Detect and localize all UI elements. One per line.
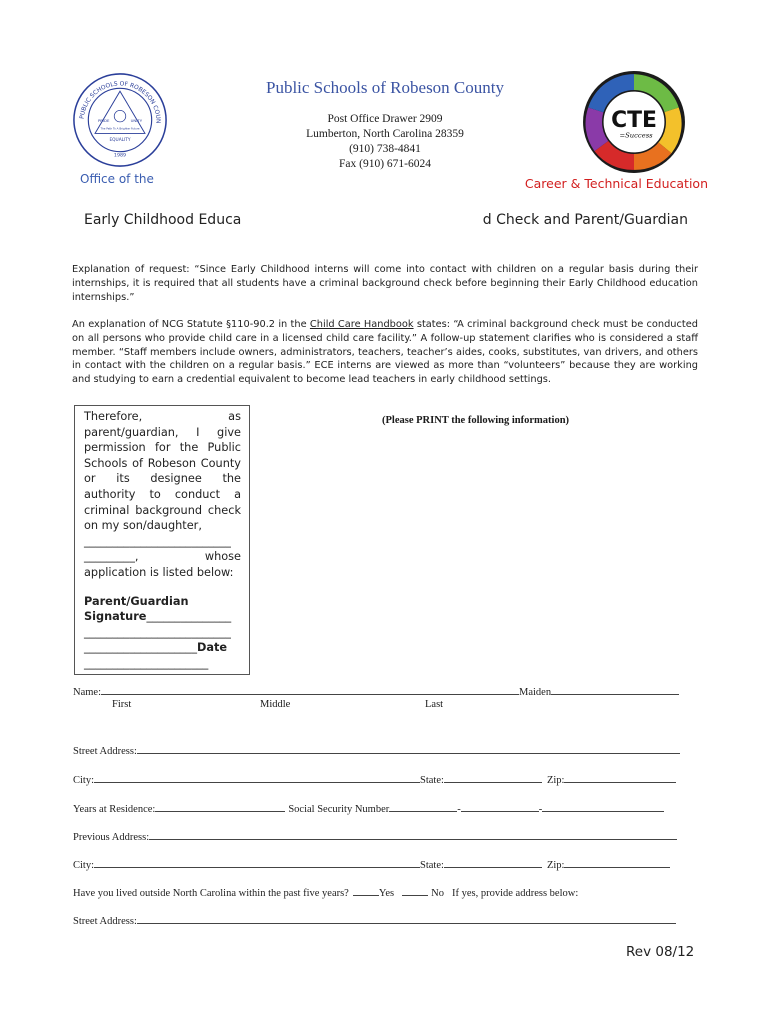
- no-blank[interactable]: [402, 886, 428, 896]
- street-address-label: Street Address:: [73, 916, 137, 927]
- date-line[interactable]: ______________________: [84, 656, 209, 670]
- department-name: Career & Technical Education: [524, 176, 708, 191]
- ssn-part3-line[interactable]: [542, 802, 664, 812]
- ssn-part1-line[interactable]: [389, 802, 457, 812]
- office-of-label: Office of the: [80, 172, 154, 186]
- last-name-caption: Last: [425, 699, 444, 710]
- if-yes-instruction: If yes, provide address below:: [451, 888, 579, 899]
- statute-text-rest: states: “A criminal background check must be conducted on all persons who provide child care in a licensed child care facility.” A follow-up statement clarifies who is considered a staff member. “Staff members include owners, administrators, teachers, teacher’s aides, cooks, substitutes, van drivers, and others in contact with the children on a regular basis.” ECE interns are viewed as more than “volunteers” because they are working and studying to earn a credential equivalent to become lead teachers in early childhood settings.: [72, 319, 698, 386]
- son-daughter-name-line-end[interactable]: _________,: [84, 550, 139, 564]
- city-label: City:: [73, 775, 95, 786]
- years-ssn-row: [73, 802, 664, 815]
- seal-right-word: UNITY: [130, 117, 143, 123]
- signature-label-2: Signature: [84, 610, 147, 624]
- name-label: Name:: [73, 687, 101, 698]
- street-address-input-line[interactable]: [137, 744, 680, 754]
- signature-label: Parent/Guardian: [84, 594, 189, 608]
- zip-label: Zip:: [546, 775, 565, 786]
- ssn-dash: -: [538, 804, 543, 815]
- state-label: State:: [420, 775, 444, 786]
- street-address-row: [73, 744, 680, 757]
- previous-address-input-line[interactable]: [149, 830, 677, 840]
- explanation-paragraph: Explanation of request: “Since Early Childhood interns will come into contact with children on a regular basis during their internships, it is required that all students have a criminal background check before beginning their Early Childhood education internships.”: [72, 264, 698, 303]
- previous-address-row: [73, 830, 677, 843]
- first-name-caption: First: [112, 699, 132, 710]
- whose-word: whose: [204, 550, 241, 564]
- address-line: Lumberton, North Carolina 28359: [306, 128, 464, 140]
- seal-year: 1989: [113, 153, 127, 159]
- statute-text-start: An explanation of NCG Statute §110-90.2 in the: [72, 319, 310, 330]
- city-label: City:: [73, 860, 95, 871]
- middle-name-caption: Middle: [260, 699, 291, 710]
- maiden-label: Maiden: [519, 687, 552, 698]
- years-input-line[interactable]: [155, 802, 285, 812]
- no-label: No: [431, 888, 444, 899]
- state-input-line[interactable]: [444, 773, 542, 783]
- permission-box: [74, 405, 250, 675]
- ssn-dash: -: [457, 804, 461, 815]
- son-daughter-name-line[interactable]: __________________________: [84, 534, 231, 548]
- name-input-line[interactable]: [101, 685, 519, 695]
- print-instruction: (Please PRINT the following information): [382, 415, 570, 426]
- city-state-zip-row: [73, 773, 676, 786]
- seal-left-word: PRIDE: [97, 117, 110, 123]
- zip-input-line[interactable]: [564, 858, 670, 868]
- form-title: [84, 212, 688, 228]
- signature-line-2[interactable]: __________________________: [84, 625, 231, 639]
- ssn-label: Social Security Number: [288, 804, 390, 815]
- maiden-input-line[interactable]: [551, 685, 679, 695]
- name-row: [73, 685, 679, 698]
- seal-ring-text: PUBLIC SCHOOLS OF ROBESON COUN: [78, 80, 162, 124]
- fax-line: Fax (910) 671-6024: [339, 158, 431, 170]
- yes-label: Yes: [378, 888, 395, 899]
- cte-logo-text: CTE: [611, 108, 657, 134]
- previous-address-label: Previous Address:: [73, 832, 150, 843]
- outside-nc-row: [73, 886, 578, 899]
- street-address-label: Street Address:: [73, 746, 137, 757]
- years-at-residence-label: Years at Residence:: [73, 804, 156, 815]
- form-title-right: d Check and Parent/Guardian: [482, 212, 688, 228]
- street-address-input-line[interactable]: [137, 914, 676, 924]
- application-listed-text: application is listed below:: [84, 565, 234, 579]
- ssn-part2-line[interactable]: [461, 802, 539, 812]
- city-input-line[interactable]: [94, 858, 420, 868]
- form-title-left: Early Childhood Educa: [84, 212, 242, 228]
- cte-logo: [582, 70, 686, 174]
- city-state-zip-row-2: [73, 858, 670, 871]
- school-seal-logo: [72, 72, 168, 168]
- revision-label: Rev 08/12: [626, 944, 695, 960]
- zip-input-line[interactable]: [564, 773, 676, 783]
- cte-logo-tagline: =Success: [619, 131, 653, 140]
- yes-blank[interactable]: [353, 886, 379, 896]
- signature-line[interactable]: _______________: [146, 610, 232, 624]
- zip-label: Zip:: [546, 860, 565, 871]
- child-care-handbook-ref: Child Care Handbook: [309, 319, 414, 330]
- seal-motto: The Path To A Brighter Future: [100, 127, 140, 131]
- statute-paragraph: [72, 318, 698, 387]
- permission-text: Therefore, as parent/guardian, I give permission for the Public Schools of Robeson County or its designee the authority to conduct a criminal background check on my son/daughter,: [84, 410, 241, 533]
- city-input-line[interactable]: [94, 773, 420, 783]
- outside-nc-question: Have you lived outside North Carolina within the past five years?: [73, 888, 349, 899]
- phone-line: (910) 738-4841: [349, 143, 421, 155]
- state-label: State:: [420, 860, 444, 871]
- org-name: Public Schools of Robeson County: [265, 78, 504, 97]
- street-address-row-2: [73, 914, 676, 927]
- state-input-line[interactable]: [444, 858, 542, 868]
- signature-line-3[interactable]: ____________________: [84, 641, 197, 655]
- date-label: Date: [196, 641, 228, 655]
- address-line: Post Office Drawer 2909: [327, 113, 443, 125]
- seal-bottom-word: EQUALITY: [109, 138, 131, 144]
